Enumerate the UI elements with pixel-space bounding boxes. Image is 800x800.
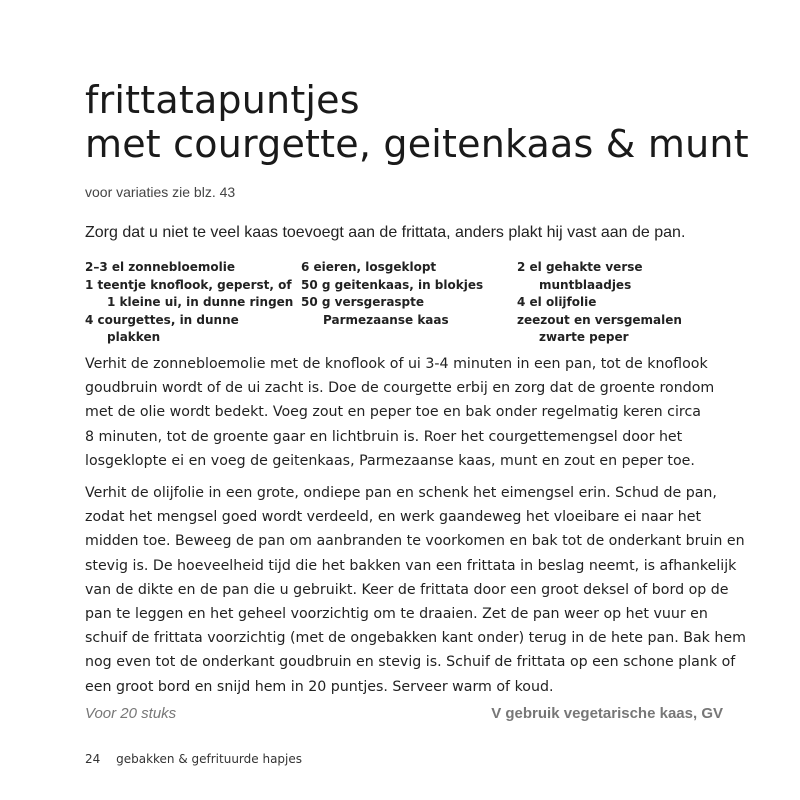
- method-paragraph-2: [85, 481, 746, 699]
- method-line: goudbruin wordt of de ui zacht is. Doe de courgette erbij en zorg dat de groente rondom: [85, 380, 715, 397]
- method-line: nog even tot de onderkant goudbruin en stevig is. Schuif de frittata op een schone plank of: [85, 654, 736, 671]
- recipe-yield: Voor 20 stuks: [85, 705, 177, 722]
- method-line: zodat het mengsel goed wordt verdeeld, en werk gaandeweg het vloeibare ei naar het: [85, 509, 702, 526]
- ingredient-item: 4 courgettes, in dunne plakken: [85, 312, 239, 344]
- ingredient-item: 6 eieren, losgeklopt: [301, 260, 437, 274]
- recipe-title-line-2: met courgette, geitenkaas & munt: [85, 122, 749, 166]
- variations-note: voor variaties zie blz. 43: [85, 184, 236, 200]
- ingredients-column-3: [517, 259, 729, 347]
- method-line: schuif de frittata voorzichtig (met de ongebakken kant onder) terug in de hete pan. Bak hem: [85, 630, 746, 647]
- method-line: Verhit de zonnebloemolie met de knoflook of ui 3-4 minuten in een pan, tot de knoflook: [85, 356, 708, 372]
- method-line: van de dikte en de pan die u gebruikt. Keer de frittata door een groot deksel of bord op de: [85, 581, 729, 598]
- ingredient-item: 1 teentje knoflook, geperst, of 1 kleine ui, in dunne ringen: [85, 277, 294, 309]
- ingredient-item: 50 g versgeraspte Parmezaanse kaas: [301, 295, 449, 327]
- section-name: gebakken & gefrituurde hapjes: [116, 752, 303, 766]
- ingredients-column-2: [301, 259, 513, 329]
- method-line: Verhit de olijfolie in een grote, ondiepe pan en schenk het eimengsel erin. Schud de pan,: [85, 485, 717, 501]
- recipe-title-line-1: frittatapuntjes: [85, 78, 360, 122]
- page-number: 24: [85, 752, 101, 766]
- method-line: met de olie wordt bedekt. Voeg zout en peper toe en bak onder regelmatig keren circa: [85, 404, 701, 421]
- method-line: pan te leggen en het geheel voorzichtig om te draaien. Zet de pan weer op het vuur en: [85, 606, 708, 623]
- ingredient-item: 2 el gehakte verse muntblaadjes: [517, 260, 643, 292]
- ingredient-item: 2–3 el zonnebloemolie: [85, 260, 235, 274]
- method-line: 8 minuten, tot de groente gaar en lichtbruin is. Roer het courgettemengsel door het: [85, 428, 683, 445]
- method-line: losgeklopte ei en voeg de geitenkaas, Parmezaanse kaas, munt en zout en peper toe.: [85, 452, 695, 469]
- ingredient-item: 50 g geitenkaas, in blokjes: [301, 277, 484, 292]
- ingredient-item: 4 el olijfolie: [517, 295, 597, 309]
- page-footer: [85, 752, 302, 766]
- method-line: midden toe. Beweeg de pan om aanbranden te voorkomen en bak tot de onderkant bruin en: [85, 533, 745, 550]
- recipe-title: [85, 78, 749, 166]
- ingredients-column-1: [85, 259, 295, 347]
- method-line: een groot bord en snijd hem in 20 puntjes. Serveer warm of koud.: [85, 678, 554, 695]
- method-paragraph-1: [85, 352, 725, 473]
- recipe-intro: Zorg dat u niet te veel kaas toevoegt aan de frittata, anders plakt hij vast aan de pan.: [85, 224, 686, 241]
- ingredient-item: zeezout en versgemalen zwarte peper: [517, 312, 682, 344]
- method-line: stevig is. De hoeveelheid tijd die het bakken van een frittata in beslag neemt, is afhankelijk: [85, 557, 737, 574]
- vegetarian-note: V gebruik vegetarische kaas, GV: [491, 705, 723, 722]
